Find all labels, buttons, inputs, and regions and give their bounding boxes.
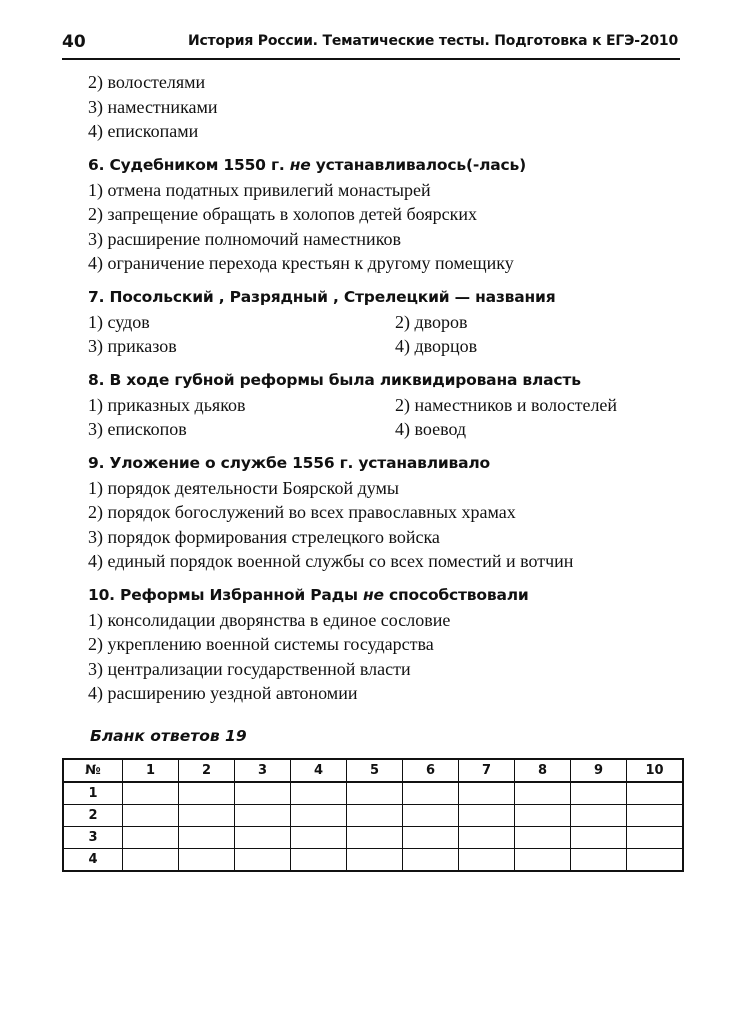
- question-8: 8. В ходе губной реформы была ликвидирована власть: [88, 370, 581, 389]
- option: 3) епископов: [88, 419, 187, 439]
- option: 3) расширение полномочий наместников: [88, 228, 402, 249]
- option: 3) приказов: [88, 336, 177, 356]
- answer-cell[interactable]: [459, 782, 515, 805]
- answer-cell[interactable]: [123, 782, 179, 805]
- answer-cell[interactable]: [627, 849, 684, 872]
- answer-cell[interactable]: [179, 849, 235, 872]
- table-row: [63, 827, 683, 849]
- column-header: 7: [459, 759, 515, 782]
- option-row: [88, 417, 688, 442]
- column-header: №: [63, 759, 123, 782]
- column-header: 2: [179, 759, 235, 782]
- row-number: 2: [63, 805, 123, 827]
- column-header: 10: [627, 759, 684, 782]
- option: 4) единый порядок военной службы со всех поместий и вотчин: [88, 551, 574, 571]
- answer-cell[interactable]: [291, 827, 347, 849]
- answer-cell[interactable]: [627, 782, 684, 805]
- option: 4) дворцов: [395, 336, 478, 356]
- option: 2) запрещение обращать в холопов детей боярских: [88, 204, 477, 224]
- question-7: 7. Посольский , Разрядный , Стрелецкий — названия: [88, 287, 556, 306]
- table-row: [63, 805, 683, 827]
- option: 2) укреплению военной системы государства: [88, 634, 434, 654]
- option: 2) порядок богослужений во всех православных храмах: [88, 502, 516, 522]
- answer-cell[interactable]: [347, 827, 403, 849]
- answer-cell[interactable]: [403, 805, 459, 827]
- question-text: 6. Судебником 1550 г.: [88, 155, 285, 174]
- column-header: 4: [291, 759, 347, 782]
- row-number: 3: [63, 827, 123, 849]
- option-row: [88, 334, 688, 359]
- option: 3) централизации государственной власти: [88, 658, 411, 679]
- answer-table: [62, 758, 684, 872]
- running-title: История России. Тематические тесты. Подготовка к ЕГЭ-2010: [187, 33, 678, 49]
- question-9: 9. Уложение о службе 1556 г. устанавливало: [88, 453, 490, 472]
- option-row: [88, 310, 688, 335]
- question-text: способствовали: [389, 585, 529, 604]
- option: 1) приказных дьяков: [88, 394, 246, 415]
- page-header: [62, 28, 680, 60]
- answer-cell[interactable]: [235, 782, 291, 805]
- answer-cell[interactable]: [123, 849, 179, 872]
- option: 2) волостелями: [88, 72, 206, 92]
- answer-cell[interactable]: [347, 849, 403, 872]
- column-header: 3: [235, 759, 291, 782]
- answer-cell[interactable]: [291, 849, 347, 872]
- answer-cell[interactable]: [459, 805, 515, 827]
- option: 4) епископами: [88, 121, 199, 141]
- answer-cell[interactable]: [571, 827, 627, 849]
- answer-cell[interactable]: [179, 805, 235, 827]
- answer-cell[interactable]: [515, 782, 571, 805]
- column-header: 8: [515, 759, 571, 782]
- option: 1) отмена податных привилегий монастырей: [88, 179, 431, 200]
- answer-cell[interactable]: [403, 827, 459, 849]
- answer-cell[interactable]: [571, 782, 627, 805]
- answer-cell[interactable]: [123, 827, 179, 849]
- answer-cell[interactable]: [515, 849, 571, 872]
- option: 4) расширению уездной автономии: [88, 683, 358, 703]
- negation-word: не: [362, 585, 384, 604]
- option: 2) дворов: [395, 311, 468, 332]
- answer-cell[interactable]: [123, 805, 179, 827]
- option-row: [88, 393, 688, 418]
- option: 1) порядок деятельности Боярской думы: [88, 477, 399, 498]
- answer-cell[interactable]: [179, 827, 235, 849]
- answer-cell[interactable]: [403, 849, 459, 872]
- answer-cell[interactable]: [459, 849, 515, 872]
- answer-sheet-title: Бланк ответов 19: [90, 727, 247, 745]
- page-number: 40: [62, 32, 86, 52]
- option: 1) судов: [88, 311, 150, 332]
- option: 4) воевод: [395, 419, 467, 439]
- question-text: устанавливалось(-лась): [315, 155, 526, 174]
- negation-word: не: [289, 155, 311, 174]
- option: 3) порядок формирования стрелецкого войска: [88, 526, 440, 547]
- row-number: 1: [63, 782, 123, 805]
- row-number: 4: [63, 849, 123, 872]
- answer-cell[interactable]: [291, 805, 347, 827]
- answer-cell[interactable]: [403, 782, 459, 805]
- answer-cell[interactable]: [515, 805, 571, 827]
- answer-cell[interactable]: [347, 805, 403, 827]
- answer-cell[interactable]: [291, 782, 347, 805]
- column-header: 5: [347, 759, 403, 782]
- answer-cell[interactable]: [179, 782, 235, 805]
- table-header-row: [63, 759, 683, 782]
- question-6: [88, 153, 688, 178]
- option: 1) консолидации дворянства в единое сословие: [88, 609, 451, 630]
- answer-cell[interactable]: [627, 827, 684, 849]
- option: 3) наместниками: [88, 96, 218, 117]
- answer-cell[interactable]: [235, 849, 291, 872]
- option: 2) наместников и волостелей: [395, 394, 618, 415]
- answer-cell[interactable]: [459, 827, 515, 849]
- column-header: 9: [571, 759, 627, 782]
- question-text: 10. Реформы Избранной Рады: [88, 585, 358, 604]
- answer-cell[interactable]: [235, 805, 291, 827]
- option: 4) ограничение перехода крестьян к другому помещику: [88, 253, 514, 273]
- table-row: [63, 849, 683, 872]
- answer-cell[interactable]: [235, 827, 291, 849]
- answer-cell[interactable]: [515, 827, 571, 849]
- answer-cell[interactable]: [347, 782, 403, 805]
- column-header: 6: [403, 759, 459, 782]
- column-header: 1: [123, 759, 179, 782]
- answer-cell[interactable]: [571, 849, 627, 872]
- answer-cell[interactable]: [627, 805, 684, 827]
- table-row: [63, 782, 683, 805]
- answer-cell[interactable]: [571, 805, 627, 827]
- test-content: [88, 70, 688, 706]
- question-10: [88, 583, 688, 608]
